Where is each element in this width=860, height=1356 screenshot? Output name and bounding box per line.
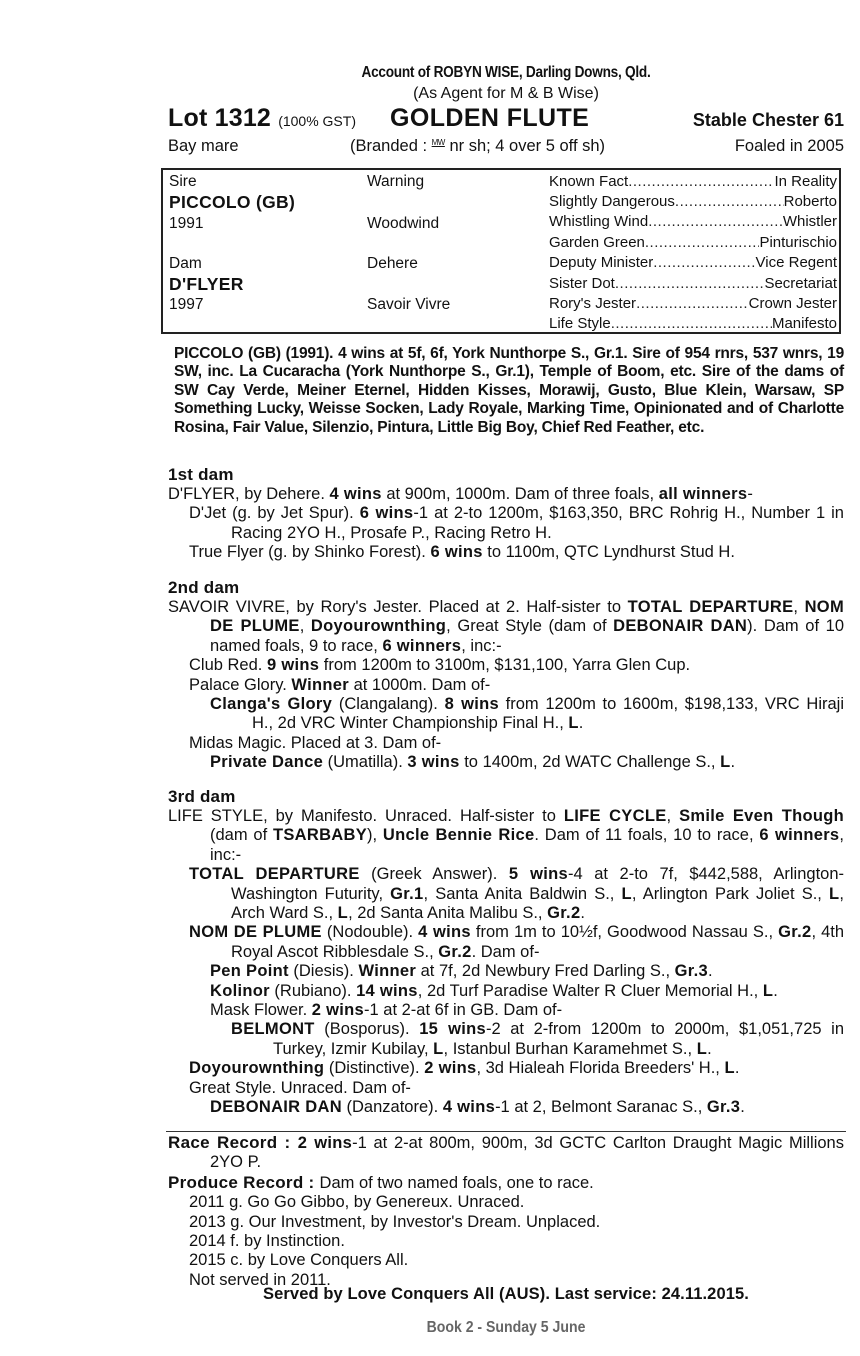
bold-text: 5 wins [508, 865, 569, 884]
record-line [168, 923, 844, 962]
text: . [734, 1059, 740, 1078]
leader-dots [648, 213, 783, 230]
record-line [168, 865, 844, 923]
bold-text: Clanga's Glory [210, 695, 333, 714]
produce-record-text: Dam of two named foals, one to race. [319, 1173, 594, 1192]
section-divider [166, 1131, 846, 1132]
bold-text: Gr.2 [778, 923, 812, 942]
bold-text: DEBONAIR DAN [210, 1098, 342, 1117]
bold-text: BELMONT [231, 1020, 315, 1039]
lot-label: Lot 1312 [168, 104, 272, 132]
text: (Diesis). [288, 962, 359, 981]
text: , Arch Ward S., [231, 884, 845, 923]
bold-text: 6 wins [430, 543, 483, 562]
bold-text: NOM DE PLUME [189, 923, 322, 942]
dam-lines [168, 485, 844, 563]
bold-text: 9 wins [266, 656, 320, 675]
text: at 1000m. Dam of- [348, 675, 491, 694]
text: ), [367, 826, 383, 845]
bold-text: Gr.3 [706, 1098, 741, 1117]
bold-text: L [696, 1039, 708, 1058]
gen3-sire: Rory's Jester [549, 295, 637, 312]
bold-text: DEBONAIR DAN [613, 617, 748, 636]
bold-text: Doyourownthing [189, 1059, 325, 1078]
horse-description [168, 137, 844, 159]
gen3-row [549, 234, 837, 251]
race-record-wins: 2 wins [297, 1134, 353, 1152]
gen3-dam: Whistler [782, 213, 837, 230]
record-line [168, 982, 844, 1001]
record-line [168, 676, 844, 695]
sire-label: Sire [169, 173, 197, 190]
stable-location: Stable Chester 61 [692, 110, 844, 130]
bold-text: 2 wins [424, 1059, 477, 1078]
bold-text: 6 wins [359, 504, 414, 523]
gen3-row [549, 193, 837, 210]
gen3-dam: Vice Regent [755, 254, 837, 271]
record-line [168, 962, 844, 981]
text: , 2d Santa Anita Malibu S., [348, 904, 548, 923]
gen3-dam: Pinturischio [759, 234, 837, 251]
record-line [168, 695, 844, 734]
bold-text: 6 winners [382, 636, 462, 655]
record-line [168, 753, 844, 772]
text: , Great Style (dam of [446, 617, 614, 636]
sire-name: PICCOLO (GB) [169, 192, 296, 212]
bold-text: L [724, 1059, 735, 1078]
text: D'Jet (g. by Jet Spur). [189, 504, 360, 523]
text: , Santa Anita Baldwin S., [423, 884, 622, 903]
bold-text: Gr.2 [438, 942, 472, 961]
record-line [168, 485, 844, 504]
gen3-dam: Roberto [783, 193, 837, 210]
page-footer: Book 2 - Sunday 5 June [426, 1319, 586, 1336]
bold-text: L [337, 904, 349, 923]
lot-header [168, 104, 844, 136]
gen3-dam: Crown Jester [748, 295, 837, 312]
produce-record-line [168, 1173, 844, 1193]
text: . [578, 714, 584, 733]
text: (Umatilla). [323, 753, 408, 772]
text: Club Red. [189, 656, 267, 675]
text: , [793, 598, 805, 616]
brand-suffix: nr sh; 4 over 5 off sh) [444, 137, 606, 155]
gen3-sire: Garden Green [549, 234, 645, 251]
bold-text: Smile Even Though [679, 807, 844, 825]
bold-text: L [720, 753, 731, 772]
text: (Bosporus). [314, 1020, 420, 1039]
dam-lines [168, 598, 844, 773]
gen3-dam: Manifesto [771, 315, 837, 332]
bold-text: Winner [291, 675, 349, 694]
leader-dots [628, 173, 774, 190]
text: from 1200m to 3100m, $131,100, Yarra Glen Cup. [319, 656, 691, 675]
text: . [707, 962, 713, 981]
dam-sire: Dehere [367, 255, 418, 272]
text: . [740, 1098, 745, 1117]
horse-name: GOLDEN FLUTE [390, 104, 590, 132]
first-dam-section [168, 465, 844, 563]
record-line [168, 1059, 844, 1078]
gen3-row [549, 295, 837, 312]
text: SAVOIR VIVRE, by Rory's Jester. Placed at 2. Half-sister to [168, 598, 628, 616]
bold-text: NOM DE PLUME [210, 598, 844, 636]
race-record-text: -1 at 2-at 800m, 900m, 3d GCTC Carlton Draught Magic Millions 2YO P. [210, 1134, 844, 1172]
text: (Danzatore). [341, 1098, 443, 1117]
section-title: 3rd dam [168, 787, 236, 806]
text: , 4th Royal Ascot Ribblesdale S., [231, 923, 845, 961]
bold-text: TOTAL DEPARTURE [189, 865, 360, 884]
text: Great Style. Unraced. Dam of- [189, 1078, 411, 1097]
sire-sire: Warning [367, 173, 425, 190]
bold-text: Doyourownthing [310, 617, 447, 636]
text: . [730, 753, 736, 772]
text: , Arlington Park Joliet S., [631, 884, 830, 903]
gen3-sire: Deputy Minister [549, 254, 654, 271]
bold-text: Kolinor [210, 981, 270, 1000]
leader-dots [675, 193, 784, 210]
dam-name: D'FLYER [169, 274, 244, 294]
text: -1 at 2-at 6f in GB. Dam of- [364, 1001, 563, 1020]
bold-text: 8 wins [444, 695, 499, 714]
dam-dam: Savoir Vivre [367, 296, 451, 313]
text: , Istanbul Burhan Karamehmet S., [443, 1039, 697, 1058]
pedigree-table [161, 168, 841, 334]
text: D'FLYER, by Dehere. [168, 485, 330, 503]
bold-text: all winners [658, 485, 748, 503]
text: from 1m to 10½f, Goodwood Nassau S., [470, 923, 779, 942]
text: (Nodouble). [321, 923, 419, 942]
dam-lines [168, 807, 844, 1118]
text: , [299, 617, 311, 636]
bold-text: Pen Point [210, 962, 289, 981]
leader-dots [653, 254, 755, 271]
text: at 7f, 2d Newbury Fred Darling S., [416, 962, 675, 981]
race-record-line [168, 1133, 844, 1173]
produce-item: 2013 g. Our Investment, by Investor's Dream. Unplaced. [189, 1212, 601, 1231]
leader-dots [645, 234, 760, 251]
race-record [168, 1133, 844, 1290]
gen3-sire: Life Style [549, 315, 611, 332]
sire-summary: PICCOLO (GB) (1991). 4 wins at 5f, 6f, York Nunthorpe S., Gr.1. Sire of 954 rnrs, 537 wnrs, 19 SW, inc. La Cucaracha (York Nunthorpe S., Gr.1), Temple of Boom, etc. Sire of the dams of SW Cay Verde, Meiner Eternel, Hidden Kisses, Morawij, Gusto, Blue Klein, Warsaw, SP Something Lucky, Weisse Socken, Lady Royale, Marking Time, Opinionated and of Charlotte Rosina, Fair Value, Silenzio, Pintura, Little Big Boy, Chief Red Feather, etc. [174, 345, 844, 436]
bold-text: Uncle Bennie Rice [382, 826, 535, 845]
text: . [580, 904, 586, 923]
bold-text: 4 wins [442, 1098, 496, 1117]
record-line [168, 1079, 844, 1098]
text: , inc:- [210, 826, 844, 864]
bold-text: 4 wins [329, 485, 382, 503]
produce-item: 2015 c. by Love Conquers All. [189, 1251, 409, 1270]
text: , 3d Hialeah Florida Breeders' H., [476, 1059, 725, 1078]
leader-dots [611, 315, 772, 332]
section-title: 2nd dam [168, 578, 240, 597]
text: - [747, 485, 753, 503]
text: to 1400m, 2d WATC Challenge S., [459, 753, 721, 772]
text: , 2d Turf Paradise Walter R Cluer Memorial H., [417, 981, 763, 1000]
text: , [666, 807, 680, 825]
bold-text: L [829, 884, 840, 903]
text: Mask Flower. [210, 1001, 312, 1020]
text: Palace Glory. [189, 675, 292, 694]
record-line [168, 1001, 844, 1020]
gen3-row [549, 275, 837, 292]
brand-info [350, 137, 605, 156]
third-dam-section [168, 787, 844, 1118]
bold-text: LIFE CYCLE [563, 807, 667, 825]
dam-label: Dam [169, 255, 202, 272]
text: (Distinctive). [324, 1059, 425, 1078]
race-record-label: Race Record : [168, 1133, 298, 1152]
bold-text: 15 wins [419, 1020, 486, 1039]
text: from 1200m to 1600m, $198,133, VRC Hiraji H., 2d VRC Winter Championship Final H., [252, 695, 844, 733]
bold-text: L [433, 1039, 444, 1058]
produce-item: Not served in 2011. [189, 1270, 331, 1289]
vendor-account: Account of ROBYN WISE, Darling Downs, Qld. [361, 64, 651, 81]
text: to 1100m, QTC Lyndhurst Stud H. [482, 543, 735, 562]
bold-text: L [762, 981, 774, 1000]
text: Midas Magic. Placed at 3. Dam of- [189, 733, 442, 752]
record-line [168, 1020, 844, 1059]
text: True Flyer (g. by Shinko Forest). [189, 543, 431, 562]
gen3-dam: In Reality [774, 173, 837, 190]
brand-mark-icon: MW [431, 138, 445, 147]
text: (Greek Answer). [359, 865, 509, 884]
bold-text: L [568, 714, 579, 733]
agent-line: (As Agent for M & B Wise) [413, 85, 599, 102]
bold-text: 2 wins [311, 1001, 365, 1020]
produce-item: 2011 g. Go Go Gibbo, by Genereux. Unraced. [189, 1193, 525, 1212]
text: . Dam of- [471, 942, 540, 961]
bold-text: TSARBABY [272, 826, 368, 845]
record-line [168, 504, 844, 543]
bold-text: 14 wins [356, 981, 418, 1000]
text: at 900m, 1000m. Dam of three foals, [381, 485, 659, 503]
bold-text: TOTAL DEPARTURE [627, 598, 794, 616]
produce-record-label: Produce Record : [168, 1172, 320, 1192]
bold-text: Gr.1 [390, 884, 424, 903]
text: LIFE STYLE, by Manifesto. Unraced. Half-sister to [168, 807, 564, 825]
gen3-sire: Sister Dot [549, 275, 615, 292]
sire-dam: Woodwind [367, 215, 440, 232]
leader-dots [615, 275, 765, 292]
text: . Dam of 11 foals, 10 to race, [534, 826, 760, 845]
text: (dam of [210, 826, 273, 845]
record-line [168, 1098, 844, 1117]
bold-text: 3 wins [407, 753, 460, 772]
text: -1 at 2, Belmont Saranac S., [495, 1098, 707, 1117]
record-line [168, 656, 844, 675]
bold-text: Private Dance [210, 753, 324, 772]
record-line [168, 543, 844, 562]
gst-note: (100% GST) [278, 113, 356, 129]
bold-text: L [621, 884, 632, 903]
bold-text: Gr.2 [547, 904, 581, 923]
text: , inc:- [461, 636, 502, 655]
text: (Clangalang). [332, 695, 445, 714]
foaled-year: Foaled in 2005 [734, 137, 844, 155]
sire-year: 1991 [169, 215, 204, 232]
second-dam-section [168, 578, 844, 773]
bold-text: Winner [358, 962, 417, 981]
gen3-row [549, 254, 837, 271]
color-sex: Bay mare [168, 137, 239, 155]
gen3-row [549, 315, 837, 332]
text: -4 at 2-to 7f, $442,588, Arlington-Washington Futurity, [231, 865, 844, 903]
produce-item: 2014 f. by Instinction. [189, 1232, 345, 1251]
gen3-row [549, 213, 837, 230]
gen3-sire: Slightly Dangerous [549, 193, 675, 210]
bold-text: 4 wins [418, 923, 471, 942]
text: . [773, 981, 778, 1000]
text: . [707, 1039, 712, 1058]
leader-dots [636, 295, 749, 312]
service-note: Served by Love Conquers All (AUS). Last service: 24.11.2015. [263, 1285, 749, 1303]
record-line [168, 598, 844, 656]
bold-text: Gr.3 [674, 962, 708, 981]
brand-prefix: (Branded : [350, 137, 432, 155]
text: -1 at 2-to 1200m, $163,350, BRC Rohrig H., Number 1 in Racing 2YO H., Prosafe P., Racing Retro H. [231, 504, 844, 542]
gen3-dam: Secretariat [764, 275, 837, 292]
dam-year: 1997 [169, 296, 204, 313]
record-line [168, 807, 844, 865]
text: -2 at 2-from 1200m to 2000m, $1,051,725 in Turkey, Izmir Kubilay, [273, 1020, 845, 1058]
lot-number [168, 104, 356, 133]
gen3-row [549, 173, 837, 190]
gen3-sire: Whistling Wind [549, 213, 649, 230]
text: (Rubiano). [269, 981, 357, 1000]
text: ). Dam of 10 named foals, 9 to race, [210, 617, 845, 655]
gen3-sire: Known Fact [549, 173, 629, 190]
bold-text: 6 winners [759, 826, 840, 845]
section-title: 1st dam [168, 465, 234, 484]
record-line [168, 734, 844, 753]
